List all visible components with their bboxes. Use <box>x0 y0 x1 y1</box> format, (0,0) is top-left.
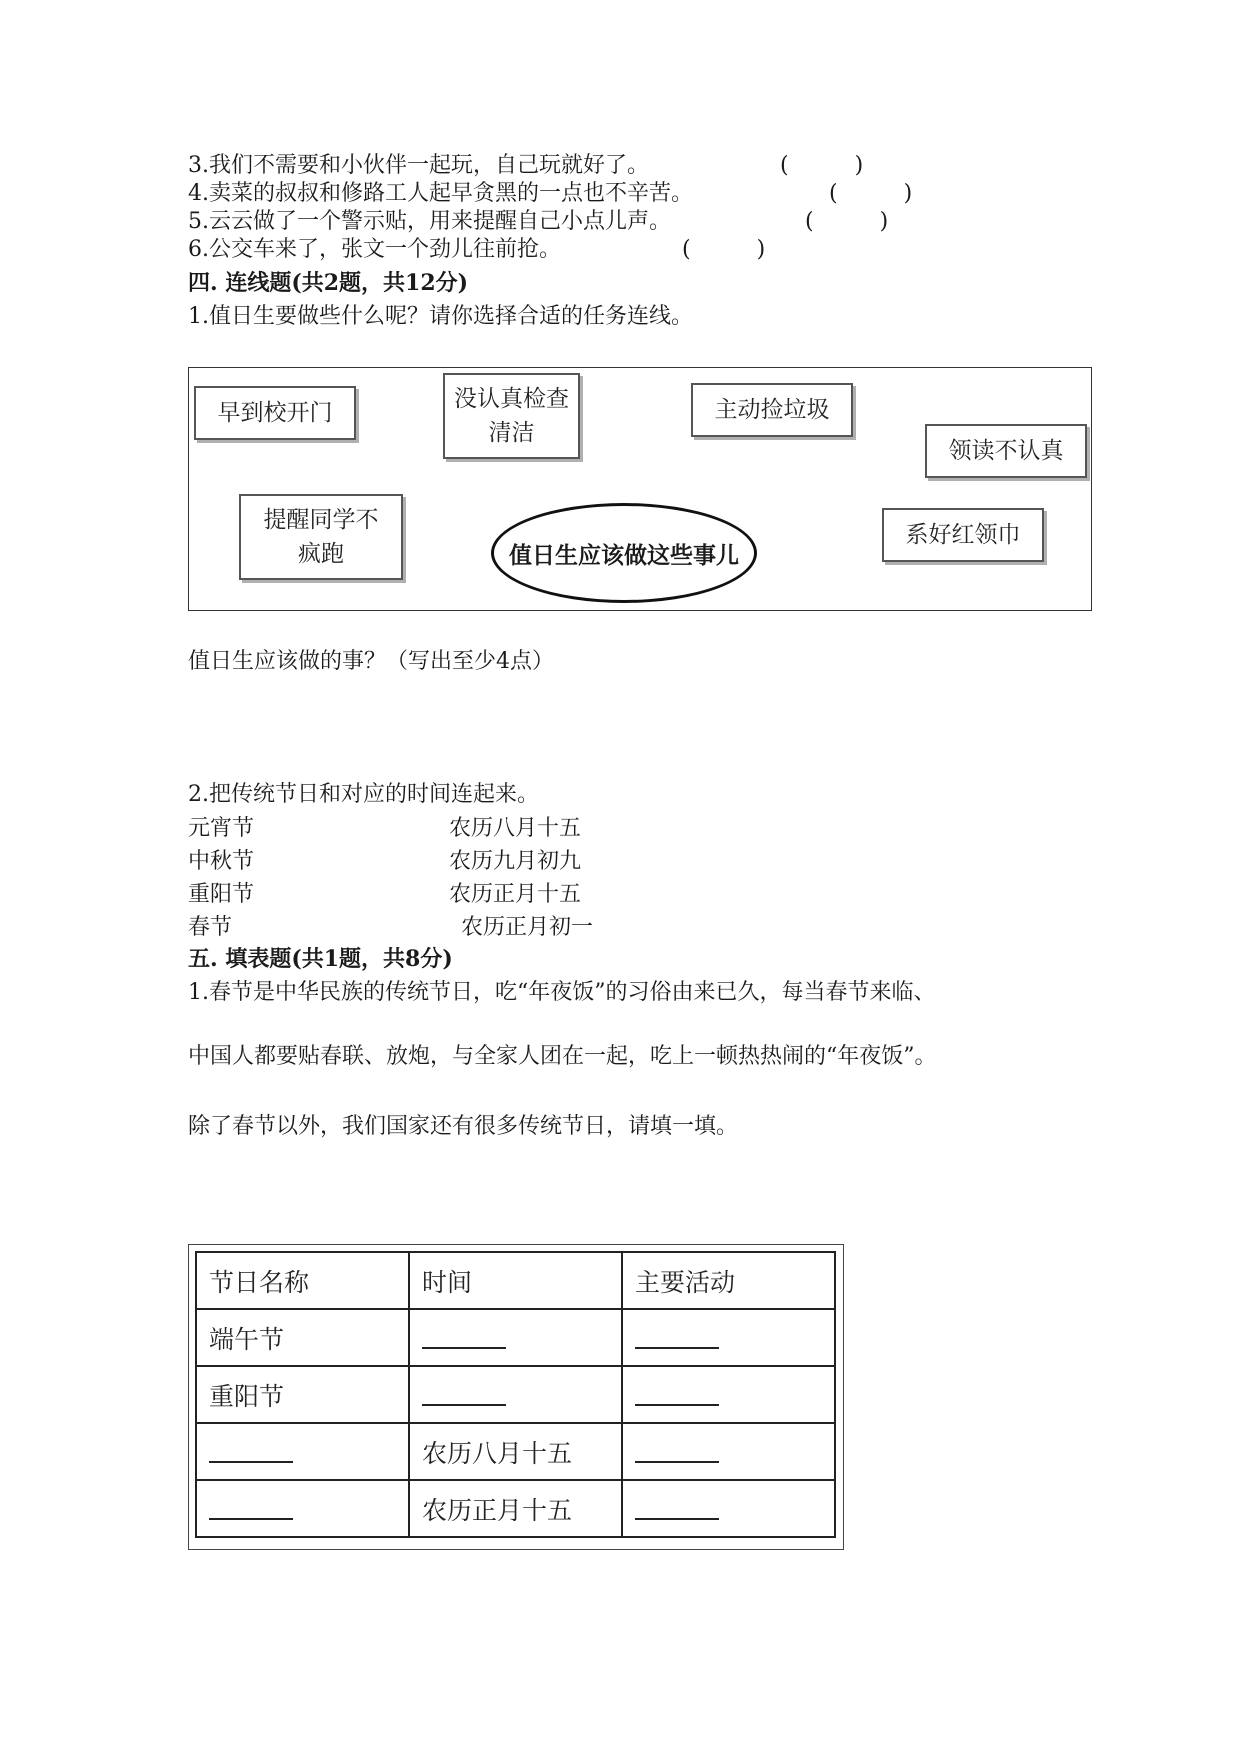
duty-tasks-figure <box>188 367 1092 611</box>
cell-time-blank[interactable] <box>409 1309 622 1366</box>
answer-paren-4[interactable]: ( ) <box>829 181 913 206</box>
task-box-remind-no-running[interactable]: 提醒同学不疯跑 <box>239 494 403 580</box>
question-5-1-paragraph: 中国人都要贴春联、放炮，与全家人团在一起，吃上一顿热热闹的“年夜饭”。 <box>188 1044 937 1069</box>
question-4-2-prompt: 2.把传统节日和对应的时间连起来。 <box>188 782 539 807</box>
festival-item[interactable]: 元宵节 <box>188 816 255 841</box>
cell-name-blank[interactable] <box>196 1423 409 1480</box>
judgment-item-5: 5.云云做了一个警示贴，用来提醒自己小点儿声。 <box>188 209 671 234</box>
fill-blank[interactable] <box>635 1321 719 1349</box>
center-ellipse-duties[interactable]: 值日生应该做这些事儿 <box>491 503 757 603</box>
table-row <box>196 1309 835 1366</box>
fill-blank[interactable] <box>635 1378 719 1406</box>
table-row <box>196 1480 835 1537</box>
date-item[interactable]: 农历八月十五 <box>449 816 582 841</box>
answer-paren-6[interactable]: ( ) <box>682 237 766 262</box>
header-cell-name: 节日名称 <box>196 1252 409 1309</box>
fill-blank[interactable] <box>422 1321 506 1349</box>
header-cell-time: 时间 <box>409 1252 622 1309</box>
table-row <box>196 1423 835 1480</box>
task-box-lead-reading-careless[interactable]: 领读不认真 <box>925 424 1087 478</box>
question-4-1-followup: 值日生应该做的事？（写出至少4点） <box>188 649 554 674</box>
task-box-tie-scarf[interactable]: 系好红领巾 <box>882 508 1044 562</box>
date-item[interactable]: 农历正月十五 <box>449 882 582 907</box>
festival-item[interactable]: 春节 <box>188 915 233 940</box>
question-5-1-paragraph: 除了春节以外，我们国家还有很多传统节日，请填一填。 <box>188 1114 739 1139</box>
cell-time: 农历正月十五 <box>409 1480 622 1537</box>
festival-table <box>195 1251 836 1538</box>
festival-item[interactable]: 重阳节 <box>188 882 255 907</box>
section-5-heading: 五. 填表题(共1题，共8分) <box>188 946 453 972</box>
header-cell-activity: 主要活动 <box>622 1252 835 1309</box>
cell-activity-blank[interactable] <box>622 1366 835 1423</box>
cell-activity-blank[interactable] <box>622 1423 835 1480</box>
table-row <box>196 1366 835 1423</box>
judgment-item-3: 3.我们不需要和小伙伴一起玩，自己玩就好了。 <box>188 153 649 178</box>
table-header-row <box>196 1252 835 1309</box>
question-4-1-prompt: 1.值日生要做些什么呢？请你选择合适的任务连线。 <box>188 304 693 329</box>
cell-festival-name: 重阳节 <box>196 1366 409 1423</box>
fill-blank[interactable] <box>635 1492 719 1520</box>
task-box-open-door[interactable]: 早到校开门 <box>194 386 356 440</box>
judgment-item-4: 4.卖菜的叔叔和修路工人起早贪黑的一点也不辛苦。 <box>188 181 693 206</box>
task-box-not-check-cleaning[interactable]: 没认真检查清洁 <box>443 373 580 459</box>
section-4-heading: 四. 连线题(共2题，共12分) <box>188 270 469 296</box>
fill-blank[interactable] <box>422 1378 506 1406</box>
cell-activity-blank[interactable] <box>622 1480 835 1537</box>
fill-blank[interactable] <box>635 1435 719 1463</box>
fill-blank[interactable] <box>209 1492 293 1520</box>
festival-item[interactable]: 中秋节 <box>188 849 255 874</box>
question-5-1-paragraph: 1.春节是中华民族的传统节日，吃“年夜饭”的习俗由来已久，每当春节来临、 <box>188 980 936 1005</box>
cell-activity-blank[interactable] <box>622 1309 835 1366</box>
fill-blank[interactable] <box>209 1435 293 1463</box>
cell-name-blank[interactable] <box>196 1480 409 1537</box>
cell-festival-name: 端午节 <box>196 1309 409 1366</box>
answer-paren-3[interactable]: ( ) <box>780 153 864 178</box>
date-item[interactable]: 农历九月初九 <box>449 849 582 874</box>
task-box-pick-litter[interactable]: 主动捡垃圾 <box>691 383 853 437</box>
festival-table-frame <box>188 1244 844 1550</box>
date-item[interactable]: 农历正月初一 <box>461 915 594 940</box>
answer-paren-5[interactable]: ( ) <box>805 209 889 234</box>
judgment-item-6: 6.公交车来了，张文一个劲儿往前抢。 <box>188 237 561 262</box>
cell-time: 农历八月十五 <box>409 1423 622 1480</box>
cell-time-blank[interactable] <box>409 1366 622 1423</box>
